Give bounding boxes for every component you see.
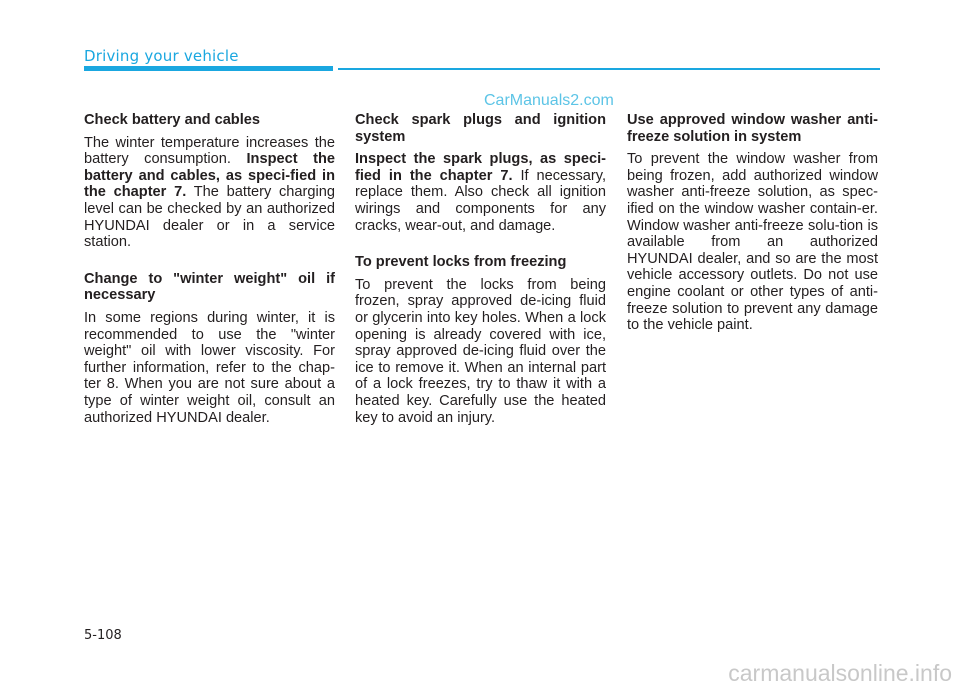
page-number: 5-108 bbox=[84, 628, 122, 643]
locks-paragraph: To prevent the locks from being frozen, spray approved de-icing fluid or glycerin into key holes. When a lock opening is already covered with ice, spray approved de-icing fluid over the ice to remove it. When an internal part of a lock freezes, try to thaw it with a heated key. Carefully use the heated key to avoid an injury. bbox=[355, 276, 606, 426]
washer-paragraph: To prevent the window washer from being frozen, add authorized window washer anti-freeze solution, as spec-ified on the window washer contain-er. Window washer anti-freeze solu-tion is available from an authorized HYUNDAI dealer, and so are the most vehicle accessory outlets. Do not use engine coolant or other types of anti-freeze solution to prevent any damage to the vehicle paint. bbox=[627, 151, 878, 334]
battery-heading: Check battery and cables bbox=[84, 112, 261, 128]
battery-text-2: The battery charging level can be checked by an authorized HYUNDAI dealer or in a service station. bbox=[84, 184, 335, 251]
column-right bbox=[627, 112, 878, 354]
watermark-top[interactable]: CarManuals2.com bbox=[484, 92, 614, 109]
spark-paragraph bbox=[355, 151, 606, 234]
battery-paragraph bbox=[84, 135, 335, 251]
column-left bbox=[84, 112, 335, 446]
spark-bold: Inspect the spark plugs, as speci-fied in the chapter 7. bbox=[355, 151, 606, 184]
spark-text-1: If necessary, replace them. Also check all ignition wirings and components for any cracks, wear-out, and damage. bbox=[355, 167, 606, 234]
header-rule bbox=[338, 68, 880, 70]
section-title: Driving your vehicle bbox=[84, 47, 239, 65]
watermark-bottom[interactable]: carmanualsonline.info bbox=[728, 660, 952, 686]
spark-heading: Check spark plugs and ignition system bbox=[355, 112, 606, 145]
locks-heading: To prevent locks from freezing bbox=[355, 254, 567, 271]
oil-heading: Change to "winter weight" oil if necessary bbox=[84, 270, 335, 304]
battery-bold: Inspect the battery and cables, as speci-fied in the chapter 7. bbox=[84, 151, 335, 201]
washer-heading: Use approved window washer anti-freeze solution in system bbox=[627, 112, 878, 145]
column-middle bbox=[355, 112, 606, 446]
battery-text-1: The winter temperature increases the battery consumption. bbox=[84, 134, 335, 168]
oil-paragraph: In some regions during winter, it is recommended to use the "winter weight" oil with lower viscosity. For further information, refer to the chap-ter 8. When you are not sure about a type of winter weight oil, consult an authorized HYUNDAI dealer. bbox=[84, 309, 335, 426]
header-accent-bar bbox=[84, 66, 333, 71]
